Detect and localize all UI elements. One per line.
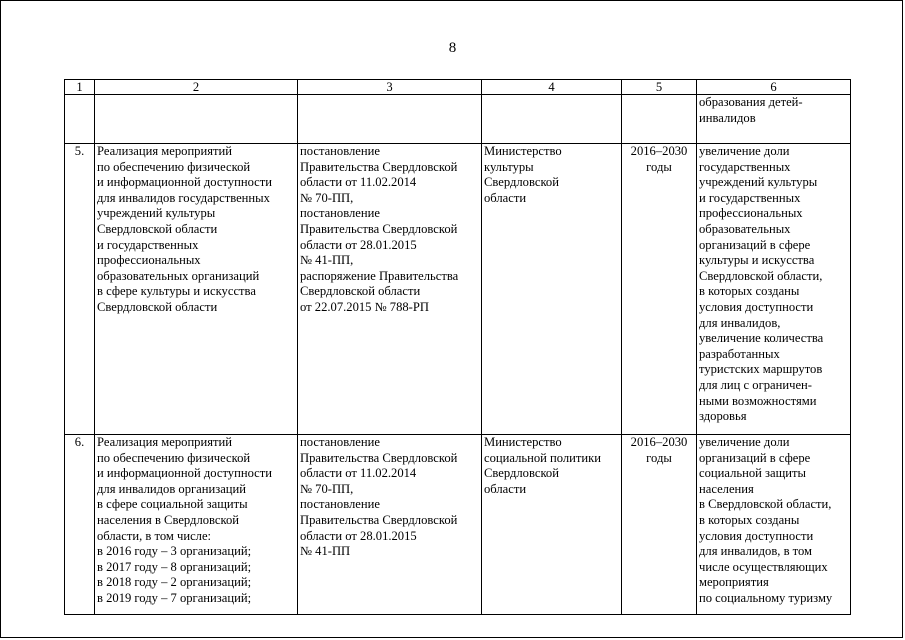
continuation-cell-3 bbox=[298, 95, 482, 144]
measures-table bbox=[64, 79, 851, 615]
header-col-3: 3 bbox=[298, 80, 482, 95]
header-col-5: 5 bbox=[622, 80, 697, 95]
header-col-1: 1 bbox=[65, 80, 95, 95]
result-text: увеличение доли государственных учреждений культуры и государственных профессиональных образовательных организаций в сфере культуры и искусства Свердловской области, в которых созданы условия доступности для инвалидов, увеличение количества разработанных туристских маршрутов для лиц с ограничен- ными возможностями здоровья bbox=[699, 144, 824, 424]
header-col-4: 4 bbox=[482, 80, 622, 95]
period-text: 2016–2030 годы bbox=[630, 144, 688, 174]
continuation-cell-1 bbox=[65, 95, 95, 144]
activity-text: Реализация мероприятий по обеспечению физической и информационной доступности для инвалидов организаций в сфере социальной защиты населения в Свердловской области, в том числе: в 2016 году – 3 организаций; в 2017 году – 8 организаций; в 2018 году – 2 организаций; в 2019 году – 7 организаций; bbox=[97, 435, 273, 605]
continuation-row bbox=[65, 95, 851, 144]
header-col-2: 2 bbox=[95, 80, 298, 95]
continuation-result-text: образования детей- инвалидов bbox=[699, 95, 803, 125]
documents-cell bbox=[298, 144, 482, 435]
activity-text: Реализация мероприятий по обеспечению физической и информационной доступности для инвалидов государственных учреждений культуры Свердловской области и государственных профессиональных образовательных организаций в сфере культуры и искусства Свердловской области bbox=[97, 144, 273, 314]
continuation-cell-5 bbox=[622, 95, 697, 144]
page-number: 8 bbox=[448, 40, 457, 56]
table-row-6 bbox=[65, 435, 851, 615]
executor-text: Министерство социальной политики Свердловской области bbox=[484, 435, 602, 496]
row-number: 5. bbox=[65, 144, 95, 435]
documents-cell bbox=[298, 435, 482, 615]
result-cell bbox=[697, 144, 851, 435]
continuation-cell-4 bbox=[482, 95, 622, 144]
activity-cell bbox=[95, 435, 298, 615]
header-row bbox=[65, 80, 851, 95]
result-cell bbox=[697, 435, 851, 615]
executor-cell bbox=[482, 435, 622, 615]
header-col-6: 6 bbox=[697, 80, 851, 95]
continuation-cell-2 bbox=[95, 95, 298, 144]
period-cell bbox=[622, 435, 697, 615]
period-cell bbox=[622, 144, 697, 435]
row-number: 6. bbox=[65, 435, 95, 615]
documents-text: постановление Правительства Свердловской области от 11.02.2014 № 70-ПП, постановление Правительства Свердловской области от 28.01.2015 № 41-ПП bbox=[300, 435, 458, 559]
executor-cell bbox=[482, 144, 622, 435]
documents-text: постановление Правительства Свердловской области от 11.02.2014 № 70-ПП, постановление Правительства Свердловской области от 28.01.2015 № 41-ПП, распоряжение Правительства Свердловской области от 22.07.2015 № 788-РП bbox=[300, 144, 459, 314]
table-row-5 bbox=[65, 144, 851, 435]
period-text: 2016–2030 годы bbox=[630, 435, 688, 465]
result-text: увеличение доли организаций в сфере социальной защиты населения в Свердловской области, в которых созданы условия доступности для инвалидов, в том числе осуществляющих мероприятия по социальному туризму bbox=[699, 435, 833, 605]
activity-cell bbox=[95, 144, 298, 435]
executor-text: Министерство культуры Свердловской области bbox=[484, 144, 562, 205]
continuation-result-cell bbox=[697, 95, 851, 144]
